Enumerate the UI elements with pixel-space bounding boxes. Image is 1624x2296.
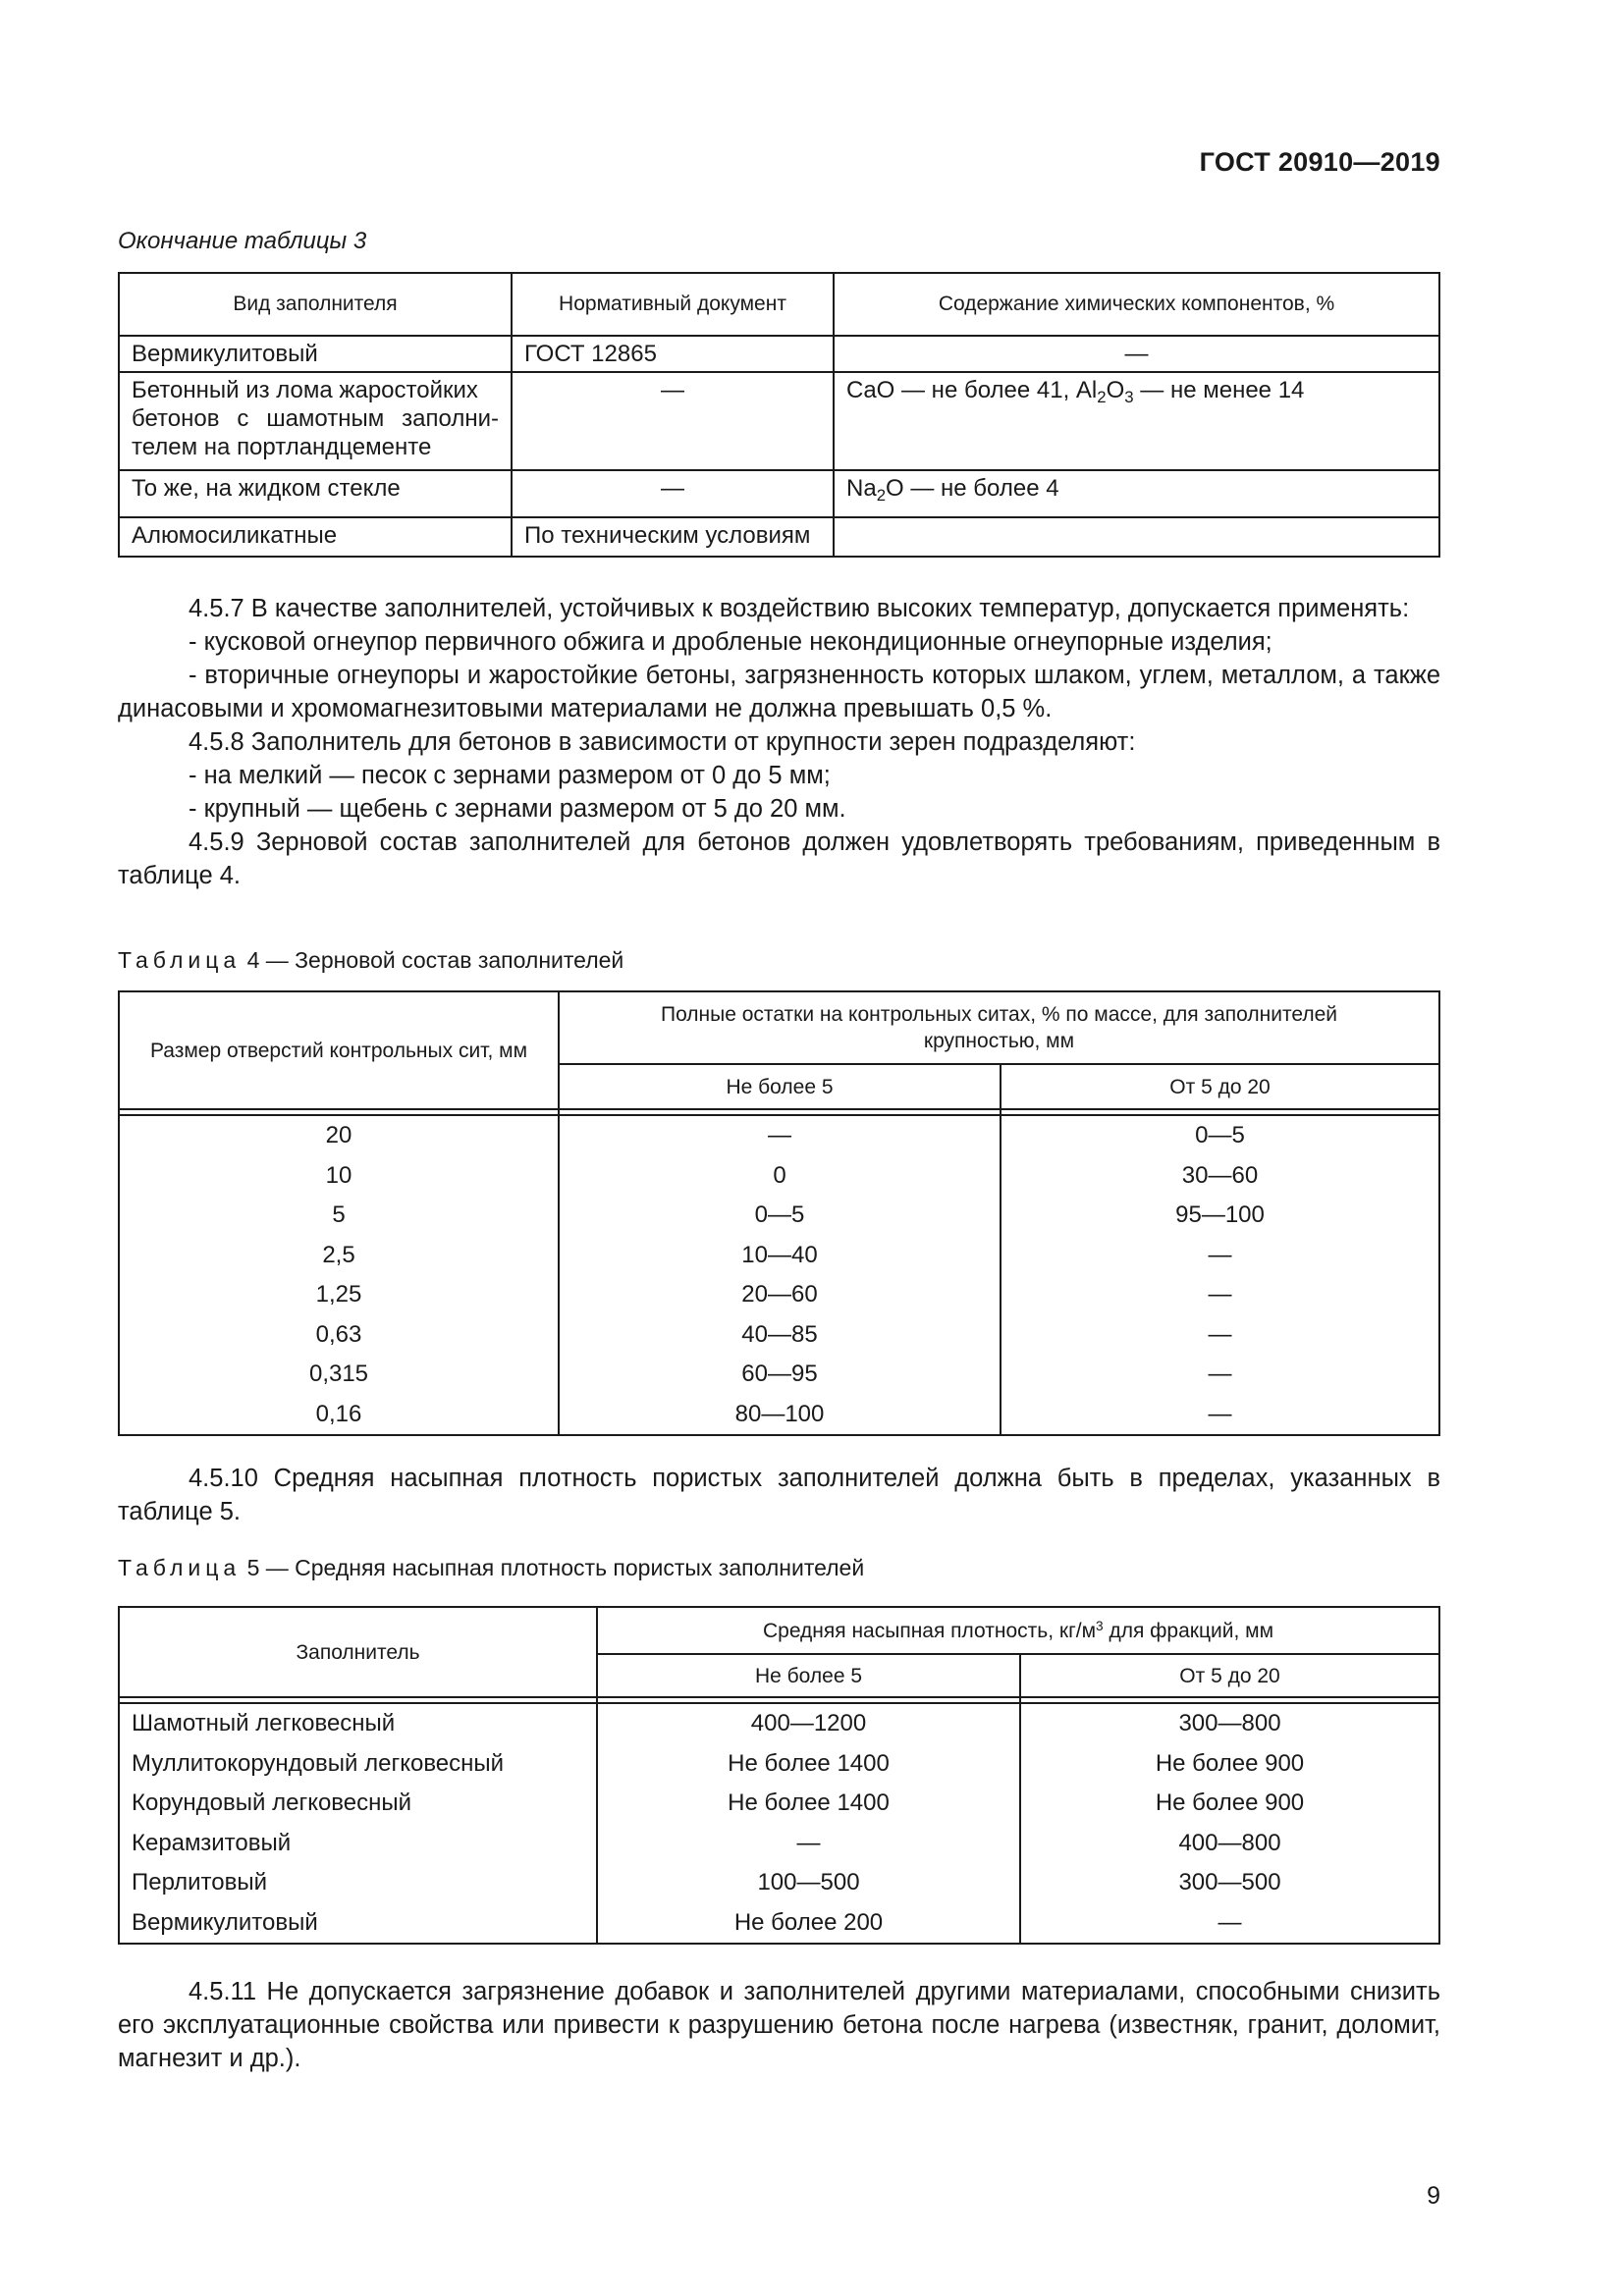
section-4510 [118, 1462, 1440, 1528]
table-cell [834, 517, 1439, 557]
table-row: 20 — 0—5 [119, 1115, 1439, 1156]
table-cell [119, 372, 512, 470]
table5-header-cell: Заполнитель [119, 1607, 597, 1697]
table-row: 10 0 30—60 [119, 1156, 1439, 1197]
table5-group-header: Средняя насыпная плотность, $кг/м^3$ для фракций, мм [597, 1607, 1439, 1654]
paragraph: 4.5.9 Зерновой состав заполнителей для бетонов должен удовлетворять требованиям, приведенным в таблице 4. [118, 828, 1440, 889]
table-row: 5 0—5 95—100 [119, 1196, 1439, 1236]
table-row: Керамзитовый — 400—800 [119, 1824, 1439, 1864]
paragraph: 4.5.8 Заполнитель для бетонов в зависимости от крупности зерен подразделяют: [189, 728, 1136, 756]
list-item: - крупный — щебень с зернами размером от 5 до 20 мм. [189, 795, 846, 823]
cell-line: телем на портландцементе [132, 434, 432, 460]
table-cell: — [512, 372, 834, 470]
table3-header-cell: Вид заполнителя [119, 273, 512, 336]
table-row [119, 470, 1439, 517]
table4-header-row [119, 991, 1439, 1064]
table4-group-header: Полные остатки на контрольных ситах, % по массе, для заполнителей крупностью, мм [559, 991, 1439, 1064]
list-item: - на мелкий — песок с зернами размером от 0 до 5 мм; [189, 762, 831, 789]
table-cell: — [834, 336, 1439, 372]
table-cell: $Na_2O$ — не более 4 [834, 470, 1439, 517]
table-cell: По техническим условиям [512, 517, 834, 557]
table-row: 1,25 20—60 — [119, 1275, 1439, 1315]
cell-line: бетонов с шамотным заполни- [132, 405, 499, 432]
document-header: ГОСТ 20910—2019 [1199, 147, 1440, 177]
table-cell: CaO — не более 41, $Al_2O_3$ — не менее 14 [834, 372, 1439, 470]
section-4511 [118, 1975, 1440, 2075]
table5-header-cell: От 5 до 20 [1020, 1654, 1439, 1697]
table-cell: ГОСТ 12865 [512, 336, 834, 372]
list-item: - кусковой огнеупор первичного обжига и дробленые некондиционные огнеупорные изделия; [189, 628, 1272, 656]
section-457 [118, 592, 1440, 892]
table5-header-cell: Не более 5 [597, 1654, 1020, 1697]
table-5 [118, 1606, 1440, 1945]
table-row: 0,315 60—95 — [119, 1355, 1439, 1395]
table-row: 0,16 80—100 — [119, 1395, 1439, 1436]
table3-caption: Окончание таблицы 3 [118, 228, 367, 254]
table-row [119, 336, 1439, 372]
page-number: 9 [1427, 2182, 1440, 2210]
table-row: Муллитокорундовый легковесный Не более 1400 Не более 900 [119, 1744, 1439, 1785]
table-cell: — [512, 470, 834, 517]
table5-caption: Таблица 5 — Средняя насыпная плотность пористых заполнителей [118, 1555, 865, 1580]
table5-header-row [119, 1607, 1439, 1654]
cell-line: Бетонный из лома жаростойких [132, 377, 478, 403]
table-row [119, 372, 1439, 470]
table-row: 0,63 40—85 — [119, 1315, 1439, 1356]
table3-header-cell: Нормативный документ [512, 273, 834, 336]
table3-header-cell: Содержание химических компонентов, % [834, 273, 1439, 336]
table4-caption: Таблица 4 — Зерновой состав заполнителей [118, 947, 624, 973]
table-cell: Вермикулитовый [119, 336, 512, 372]
table-row: Корундовый легковесный Не более 1400 Не более 900 [119, 1784, 1439, 1824]
table4-header-cell: От 5 до 20 [1001, 1064, 1439, 1109]
table-row: Шамотный легковесный 400—1200 300—800 [119, 1703, 1439, 1744]
table-row: 2,5 10—40 — [119, 1236, 1439, 1276]
table-row: Вермикулитовый Не более 200 — [119, 1903, 1439, 1945]
table-row: Перлитовый 100—500 300—500 [119, 1863, 1439, 1903]
table4-header-cell: Не более 5 [559, 1064, 1001, 1109]
paragraph: 4.5.11 Не допускается загрязнение добавок и заполнителей другими материалами, способными снизить его эксплуатационные свойства или привести к разрушению бетона после нагрева (известняк, гранит, доломит, магнезит и др.). [118, 1978, 1440, 2072]
paragraph: 4.5.7 В качестве заполнителей, устойчивых к воздействию высоких температур, допускается применять: [189, 595, 1410, 622]
table-cell: То же, на жидком стекле [119, 470, 512, 517]
table-3 [118, 272, 1440, 558]
table3-header-row [119, 273, 1439, 336]
table-row [119, 517, 1439, 557]
table4-header-cell: Размер отверстий контрольных сит, мм [119, 991, 559, 1109]
paragraph: 4.5.10 Средняя насыпная плотность пористых заполнителей должна быть в пределах, указанных в таблице 5. [118, 1465, 1440, 1525]
table-4 [118, 990, 1440, 1436]
list-item: - вторичные огнеупоры и жаростойкие бетоны, загрязненность которых шлаком, углем, металлом, а также динасовыми и хромомагнезитовыми материалами не должна превышать 0,5 %. [118, 662, 1440, 722]
table-cell: Алюмосиликатные [119, 517, 512, 557]
